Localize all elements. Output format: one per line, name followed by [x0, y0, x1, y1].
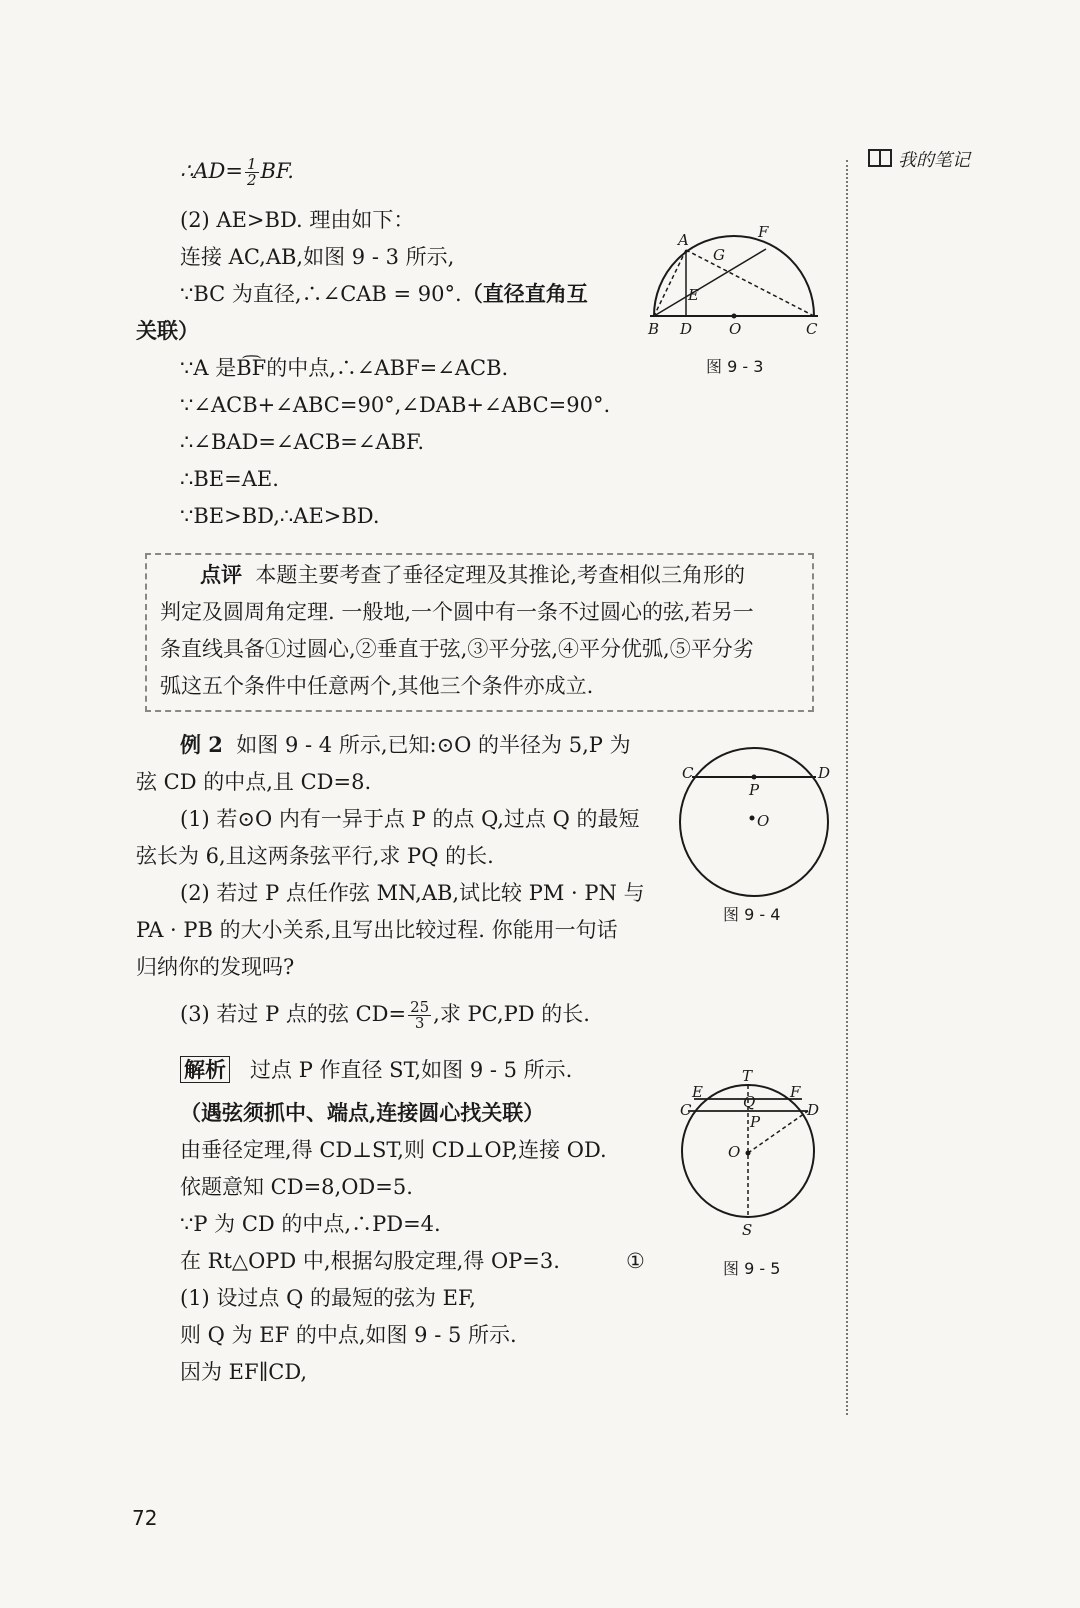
comment-line-3: 条直线具备①过圆心,②垂直于弦,③平分弦,④平分优弧,⑤平分劣 — [160, 637, 754, 661]
comment-line-2: 判定及圆周角定理. 一般地,一个圆中有一条不过圆心的弦,若另一 — [160, 600, 754, 624]
label-o: O — [728, 1143, 741, 1161]
example-line-7: 归纳你的发现吗? — [136, 955, 295, 979]
line-midpoint-arc: ∵A 是B͡F的中点,∴∠ABF=∠ACB. — [180, 356, 509, 380]
label-a: A — [678, 231, 689, 249]
line-part2-title: (2) AE>BD. 理由如下： — [180, 208, 415, 232]
label-o: O — [757, 812, 770, 830]
solution-line-1: 解析 过点 P 作直径 ST,如图 9 - 5 所示. — [180, 1055, 572, 1085]
label-p: P — [749, 781, 760, 799]
solution-tag: 解析 — [180, 1056, 230, 1083]
example-line-8: (3) 若过 P 点的弦 CD= $\frac{25}{3}$ ,求 PC,PD 的长. — [180, 998, 590, 1032]
figure-9-3 — [640, 222, 830, 342]
notes-header — [868, 146, 970, 172]
label-d: D — [807, 1101, 820, 1119]
label-b: B — [648, 320, 660, 338]
line-hint-cont: 关联） — [136, 318, 199, 343]
solution-line-6: 在 Rt△OPD 中,根据勾股定理,得 OP=3. ① — [180, 1249, 645, 1273]
example-line-3: (1) 若⊙O 内有一异于点 P 的点 Q,过点 Q 的最短 — [180, 807, 640, 831]
fraction-25-3: $\frac{25}{3}$ — [410, 998, 430, 1032]
label-c: C — [806, 320, 818, 338]
label-s: S — [742, 1221, 753, 1239]
label-o: O — [729, 320, 742, 338]
figure-9-4 — [670, 740, 840, 910]
line-ad-half-bf: ∴AD= $\frac{1}{2}$ BF. — [180, 155, 294, 189]
label-q: Q — [743, 1093, 756, 1111]
line-be-ae: ∴BE=AE. — [180, 467, 279, 491]
example-line-5: (2) 若过 P 点任作弦 MN,AB,试比较 PM · PN 与 — [180, 881, 645, 905]
solution-hint: （遇弦须抓中、端点,连接圆心找关联） — [180, 1100, 545, 1125]
solution-line-7: (1) 设过点 Q 的最短的弦为 EF, — [180, 1286, 476, 1310]
label-t: T — [742, 1067, 753, 1085]
label-e: E — [692, 1083, 703, 1101]
comment-line-1: 点评 本题主要考查了垂径定理及其推论,考查相似三角形的 — [200, 562, 746, 587]
comment-line-4: 弧这五个条件中任意两个,其他三个条件亦成立. — [160, 674, 594, 698]
notes-divider — [846, 160, 848, 1415]
label-g: G — [713, 246, 725, 264]
solution-line-3: 由垂径定理,得 CD⊥ST,则 CD⊥OP,连接 OD. — [180, 1138, 607, 1162]
example-line-2: 弦 CD 的中点,且 CD=8. — [136, 770, 372, 794]
line-angles-equal: ∴∠BAD=∠ACB=∠ABF. — [180, 430, 425, 454]
label-f: F — [790, 1083, 801, 1101]
label-f: F — [758, 223, 769, 241]
line-conclusion: ∵BE>BD,∴AE>BD. — [180, 504, 380, 528]
solution-line-8: 则 Q 为 EF 的中点,如图 9 - 5 所示. — [180, 1323, 517, 1347]
notes-title: 我的笔记 — [898, 150, 970, 171]
solution-line-9: 因为 EF∥CD, — [180, 1360, 308, 1384]
solution-line-5: ∵P 为 CD 的中点,∴PD=4. — [180, 1212, 441, 1236]
page-number: 72 — [132, 1506, 158, 1530]
example-line-6: PA · PB 的大小关系,且写出比较过程. 你能用一句话 — [136, 918, 618, 942]
label-d: D — [680, 320, 693, 338]
example-line-1: 例 2 如图 9 - 4 所示,已知:⊙O 的半径为 5,P 为 — [180, 732, 631, 757]
solution-line-4: 依题意知 CD=8,OD=5. — [180, 1175, 413, 1199]
caption-9-5: 图 9 - 5 — [723, 1259, 781, 1278]
fraction-one-half: $\frac{1}{2}$ — [246, 155, 257, 189]
label-d: D — [818, 764, 831, 782]
example-line-4: 弦长为 6,且这两条弦平行,求 PQ 的长. — [136, 844, 494, 868]
label-c: C — [680, 1101, 692, 1119]
caption-9-4: 图 9 - 4 — [723, 905, 781, 924]
caption-9-3: 图 9 - 3 — [706, 357, 764, 376]
label-e: E — [688, 286, 699, 304]
line-connect: 连接 AC,AB,如图 9 - 3 所示, — [180, 245, 455, 269]
figure-9-5 — [670, 1065, 840, 1245]
label-c: C — [682, 764, 694, 782]
book-icon — [868, 149, 892, 167]
label-p: P — [750, 1113, 761, 1131]
line-angles-sum: ∵∠ACB+∠ABC=90°,∠DAB+∠ABC=90°. — [180, 393, 611, 417]
line-diameter: ∵BC 为直径,∴∠CAB = 90°.（直径直角互 — [180, 281, 588, 306]
